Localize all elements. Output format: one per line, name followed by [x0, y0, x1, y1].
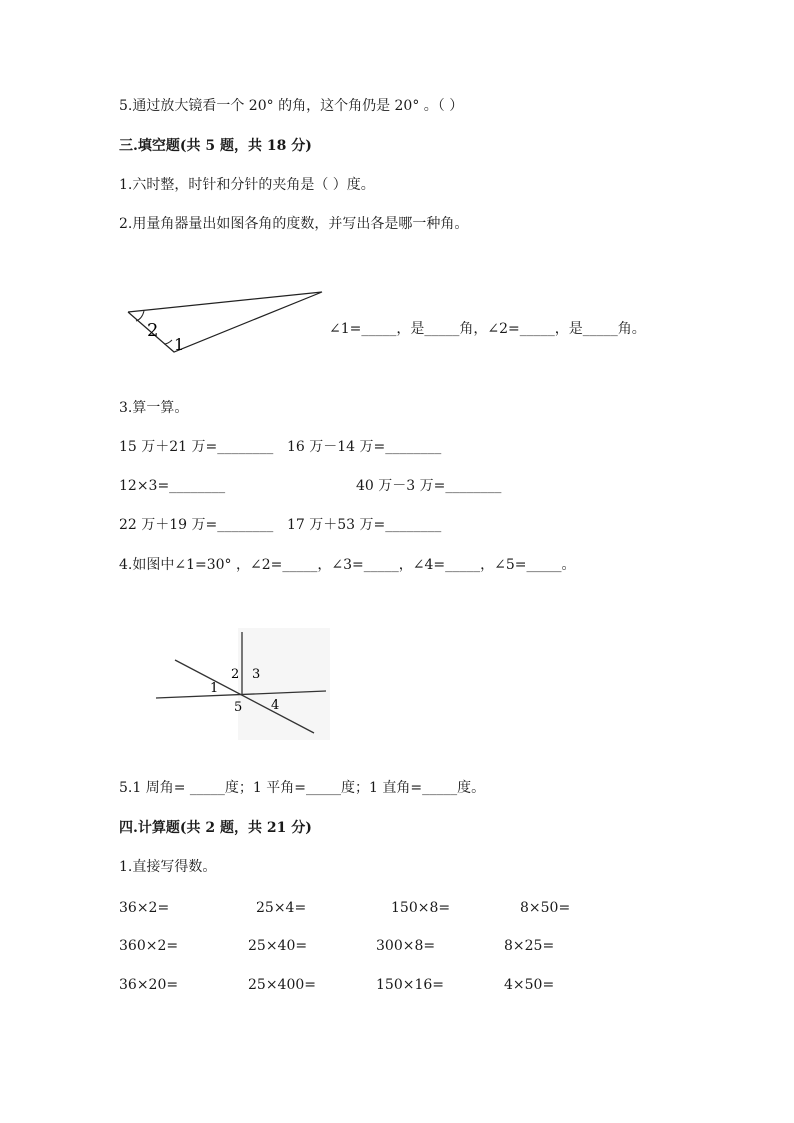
angle-label-1: 1 — [210, 681, 219, 696]
oral-calc-r3c1: 36×20= — [119, 977, 179, 993]
calc-r1a: 15 万＋21 万=________ — [119, 439, 274, 455]
oral-calc-r2c3: 300×8= — [376, 938, 436, 954]
calc-r3b: 17 万＋53 万=________ — [287, 517, 442, 533]
oral-calc-r1c1: 36×2= — [119, 900, 170, 916]
fill-q5: 5.1 周角= _____度；1 平角=_____度；1 直角=_____度。 — [119, 780, 486, 796]
oral-calc-r2c1: 360×2= — [119, 938, 179, 954]
angle-label-2: 2 — [231, 667, 240, 682]
oral-calc-r3c2: 25×400= — [248, 977, 316, 993]
calc-q1: 1.直接写得数。 — [119, 859, 217, 875]
fill-q2-answer: ∠1=_____，是_____角，∠2=_____，是_____角。 — [329, 321, 646, 337]
calc-r3a: 22 万＋19 万=________ — [119, 517, 274, 533]
triangle-label-1: 1 — [174, 335, 185, 354]
oral-calc-r1c4: 8×50= — [520, 900, 571, 916]
calc-r2a: 12×3=________ — [119, 478, 226, 494]
oral-calc-r2c4: 8×25= — [504, 938, 555, 954]
figure-background — [238, 628, 330, 740]
angle-label-4: 4 — [271, 698, 280, 713]
fill-q4: 4.如图中∠1=30° ，∠2=_____，∠3=_____，∠4=_____，∠5=_____。 — [119, 557, 576, 573]
angle-1-arc — [164, 340, 172, 344]
oral-calc-r2c2: 25×40= — [248, 938, 308, 954]
angle-label-5: 5 — [234, 700, 243, 715]
triangle-figure — [122, 288, 328, 358]
fill-q2: 2.用量角器量出如图各角的度数，并写出各是哪一种角。 — [119, 216, 469, 232]
oral-calc-r3c4: 4×50= — [504, 977, 555, 993]
triangle-label-2: 2 — [147, 320, 159, 341]
section3-heading: 三.填空题(共 5 题，共 18 分) — [119, 138, 312, 154]
oral-calc-r3c3: 150×16= — [376, 977, 444, 993]
oral-calc-r1c3: 150×8= — [391, 900, 451, 916]
angles-figure — [150, 628, 332, 740]
calc-r2b: 40 万－3 万=________ — [356, 478, 502, 494]
oral-calc-r1c2: 25×4= — [256, 900, 307, 916]
calc-r1b: 16 万－14 万=________ — [287, 439, 442, 455]
fill-q1: 1.六时整，时针和分针的夹角是（ ）度。 — [119, 177, 375, 193]
angle-label-3: 3 — [252, 667, 261, 682]
judge-q5: 5.通过放大镜看一个 20° 的角，这个角仍是 20° 。（ ） — [119, 98, 464, 114]
fill-q3: 3.算一算。 — [119, 400, 189, 416]
section4-heading: 四.计算题(共 2 题，共 21 分) — [119, 820, 312, 836]
